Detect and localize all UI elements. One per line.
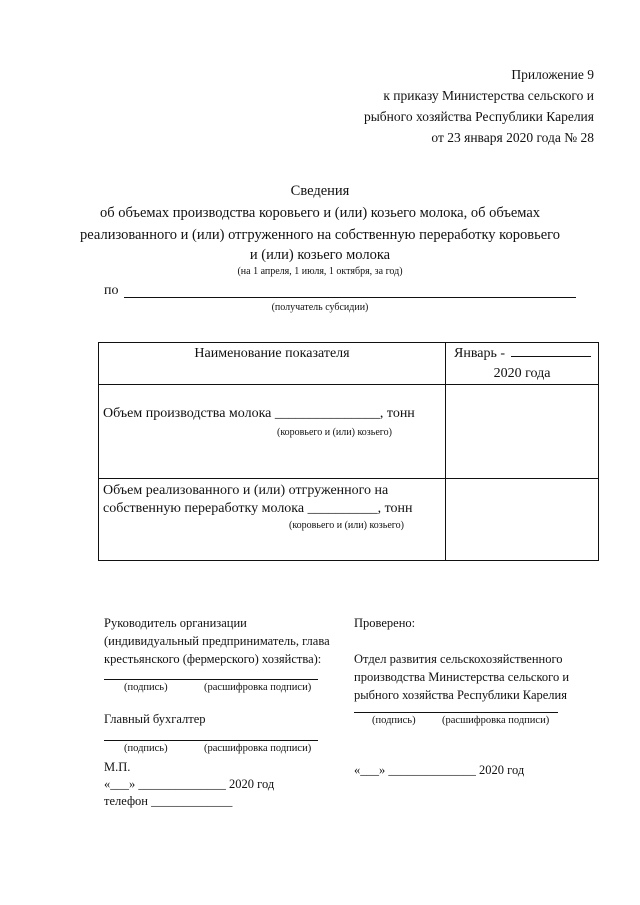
- head-of-organization-label: Руководитель организации: [104, 616, 247, 630]
- annex-block: [364, 64, 594, 148]
- accountant-signature-caption: (подпись): [124, 743, 168, 754]
- row2-indicator-cell: [99, 479, 446, 561]
- row1-indicator-cell: [99, 385, 446, 479]
- table-header-row: [99, 343, 599, 385]
- accountant-decode-caption: (расшифровка подписи): [204, 743, 312, 754]
- department-line-3: рыбного хозяйства Республики Карелия: [354, 688, 567, 702]
- header-period-line-2: 2020 года: [493, 366, 551, 381]
- department-line-1: Отдел развития сельскохозяйственного: [354, 652, 563, 666]
- annex-number: Приложение 9: [511, 67, 594, 82]
- left-date-line[interactable]: «___» ______________ 2020 год: [104, 777, 275, 791]
- header-indicator-label: Наименование показателя: [194, 346, 350, 361]
- accountant-signature-line[interactable]: [104, 740, 318, 741]
- right-signature-block: [354, 650, 569, 704]
- recipient-caption: (получатель субсидии): [271, 302, 369, 313]
- table-row: [99, 479, 599, 561]
- header-period-line-1: Январь -: [446, 343, 598, 362]
- title-line-3: и (или) козьего молока: [249, 247, 391, 263]
- right-date-line[interactable]: «___» ______________ 2020 год: [354, 763, 525, 777]
- annex-date-line: от 23 января 2020 года № 28: [431, 130, 594, 145]
- title-line-1: об объемах производства коровьего и (или) козьего молока, об объемах: [99, 205, 541, 221]
- header-period-cell: [446, 343, 599, 385]
- row2-indicator-line-2: собственную переработку молока __________, тонн: [103, 501, 413, 516]
- department-line-2: производства Министерства сельского и: [354, 670, 570, 684]
- period-fill-line[interactable]: [511, 356, 591, 357]
- checked-label: Проверено:: [354, 616, 416, 630]
- row2-indicator-line-1: Объем реализованного и (или) отгруженного на: [103, 483, 389, 498]
- department-decode-caption: (расшифровка подписи): [442, 715, 550, 726]
- document-heading: Сведения: [290, 183, 350, 199]
- recipient-fill-line[interactable]: [124, 297, 576, 298]
- department-signature-caption: (подпись): [372, 715, 416, 726]
- chief-accountant-label: Главный бухгалтер: [104, 712, 206, 726]
- row1-value-cell[interactable]: [446, 385, 599, 479]
- row1-indicator-note: (коровьего и (или) козьего): [277, 427, 392, 438]
- row2-value-cell[interactable]: [446, 479, 599, 561]
- stamp-label: М.П.: [104, 760, 131, 774]
- indicator-table: [98, 342, 599, 561]
- left-signature-block: [104, 614, 330, 668]
- phone-line[interactable]: телефон _____________: [104, 794, 233, 808]
- reporting-dates: (на 1 апреля, 1 июля, 1 октября, за год): [237, 266, 403, 277]
- head-decode-caption: (расшифровка подписи): [204, 682, 312, 693]
- entrepreneur-label: (индивидуальный предприниматель, глава: [104, 634, 330, 648]
- row1-indicator-text: Объем производства молока _______________, тонн: [103, 406, 415, 421]
- title-line-2: реализованного и (или) отгруженного на собственную переработку коровьего: [80, 227, 560, 243]
- annex-ministry-line: рыбного хозяйства Республики Карелия: [363, 109, 594, 124]
- row2-indicator-note: (коровьего и (или) козьего): [289, 520, 404, 531]
- header-indicator-cell: [99, 343, 446, 385]
- head-signature-caption: (подпись): [124, 682, 168, 693]
- farm-head-label: крестьянского (фермерского) хозяйства):: [104, 652, 322, 666]
- head-signature-line[interactable]: [104, 679, 318, 680]
- table-row: [99, 385, 599, 479]
- recipient-prefix: по: [104, 283, 119, 298]
- annex-order-line: к приказу Министерства сельского и: [383, 88, 594, 103]
- department-signature-line[interactable]: [354, 712, 558, 713]
